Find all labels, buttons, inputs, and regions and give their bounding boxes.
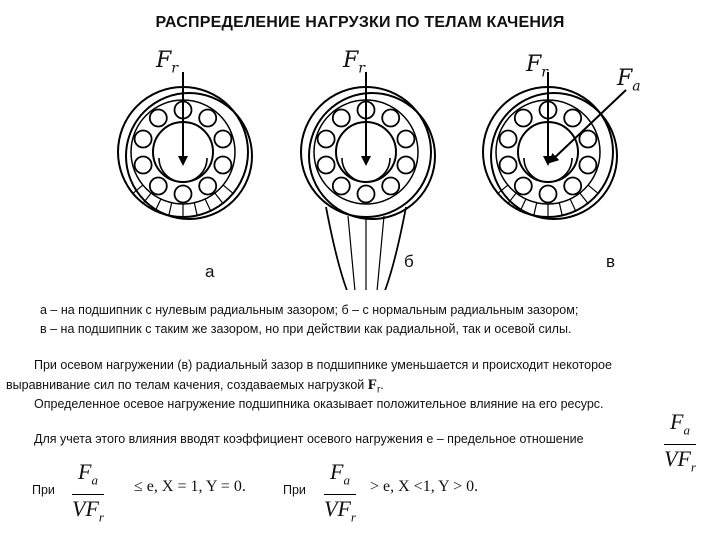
rolling-element-v-9 (500, 131, 517, 148)
load-hatch-a (215, 193, 224, 204)
rolling-element-v-7 (515, 178, 532, 195)
condition-1-fraction: $F_a$ $VF_r$ (72, 459, 104, 525)
rolling-element-b-3 (397, 131, 414, 148)
caption-line-1: а – на подшипник с нулевым радиальным зазором; б – с нормальным радиальным зазором; (40, 303, 579, 317)
force-fr-b: $F_r$ (343, 48, 365, 77)
load-hatch-a (223, 185, 234, 194)
rolling-element-b-6 (358, 186, 375, 203)
caption-line-2: в – на подшипник с таким же зазором, но при действии как радиальной, так и осевой силы. (40, 322, 572, 336)
condition-2-relation: > e, X <1, Y > 0. (370, 478, 479, 495)
rolling-element-v-10 (515, 110, 532, 127)
rolling-element-a-9 (135, 131, 152, 148)
load-hatch-v (570, 199, 576, 212)
load-hatch-v (580, 193, 589, 204)
rolling-element-a-7 (150, 178, 167, 195)
rolling-element-v-2 (564, 110, 581, 127)
force-fr-v: $F_r$ (526, 52, 548, 81)
figure-label-a: а (205, 262, 215, 281)
condition-2-pri: При (283, 483, 306, 497)
rolling-element-v-8 (500, 157, 517, 174)
rolling-element-b-9 (318, 131, 335, 148)
rolling-element-v-6 (540, 186, 557, 203)
rolling-element-b-8 (318, 157, 335, 174)
load-diagram-b-line (348, 216, 356, 290)
rolling-element-b-5 (382, 178, 399, 195)
rolling-element-b-7 (333, 178, 350, 195)
rolling-element-a-8 (135, 157, 152, 174)
load-hatch-v (534, 203, 537, 217)
rolling-element-b-2 (382, 110, 399, 127)
load-hatch-a (194, 203, 197, 217)
rolling-element-b-4 (397, 157, 414, 174)
rolling-element-a-4 (214, 157, 231, 174)
paragraph-2: Определенное осевое нагружение подшипника оказывает положительное влияние на его ресурс. (34, 397, 604, 411)
paragraph-3: Для учета этого влияния вводят коэффициент осевого нагружения е – предельное отношение (34, 432, 584, 446)
load-hatch-v (559, 203, 562, 217)
figure-label-b: б (404, 252, 414, 271)
paragraph-1b: выравнивание сил по телам качения, создаваемых нагрузкой $F_r$. (6, 377, 384, 396)
force-fr-a: $F_r$ (156, 48, 178, 77)
rolling-element-a-5 (199, 178, 216, 195)
condition-2-fraction: $F_a$ $VF_r$ (324, 459, 356, 525)
page-title: РАСПРЕДЕЛЕНИЕ НАГРУЗКИ ПО ТЕЛАМ КАЧЕНИЯ (155, 14, 565, 31)
load-hatch-v (588, 185, 599, 194)
force-fa-v: $F_a$ (617, 66, 641, 95)
rolling-element-a-10 (150, 110, 167, 127)
load-hatch-a (205, 199, 211, 212)
condition-1-relation: ≤ e, X = 1, Y = 0. (134, 478, 246, 495)
rolling-element-v-4 (579, 157, 596, 174)
figure-label-v: в (606, 252, 616, 271)
rolling-element-a-3 (214, 131, 231, 148)
ratio-fraction-e: $F_a$ $VF_r$ (664, 409, 696, 475)
paragraph-1a: При осевом нагружении (в) радиальный зазор в подшипнике уменьшается и происходит некоторое (34, 358, 612, 372)
load-hatch-a (169, 203, 172, 217)
rolling-element-a-2 (199, 110, 216, 127)
load-diagram-b-line (376, 216, 384, 290)
rolling-element-v-5 (564, 178, 581, 195)
rolling-element-a-6 (175, 186, 192, 203)
rolling-element-b-10 (333, 110, 350, 127)
condition-1-pri: При (32, 483, 55, 497)
